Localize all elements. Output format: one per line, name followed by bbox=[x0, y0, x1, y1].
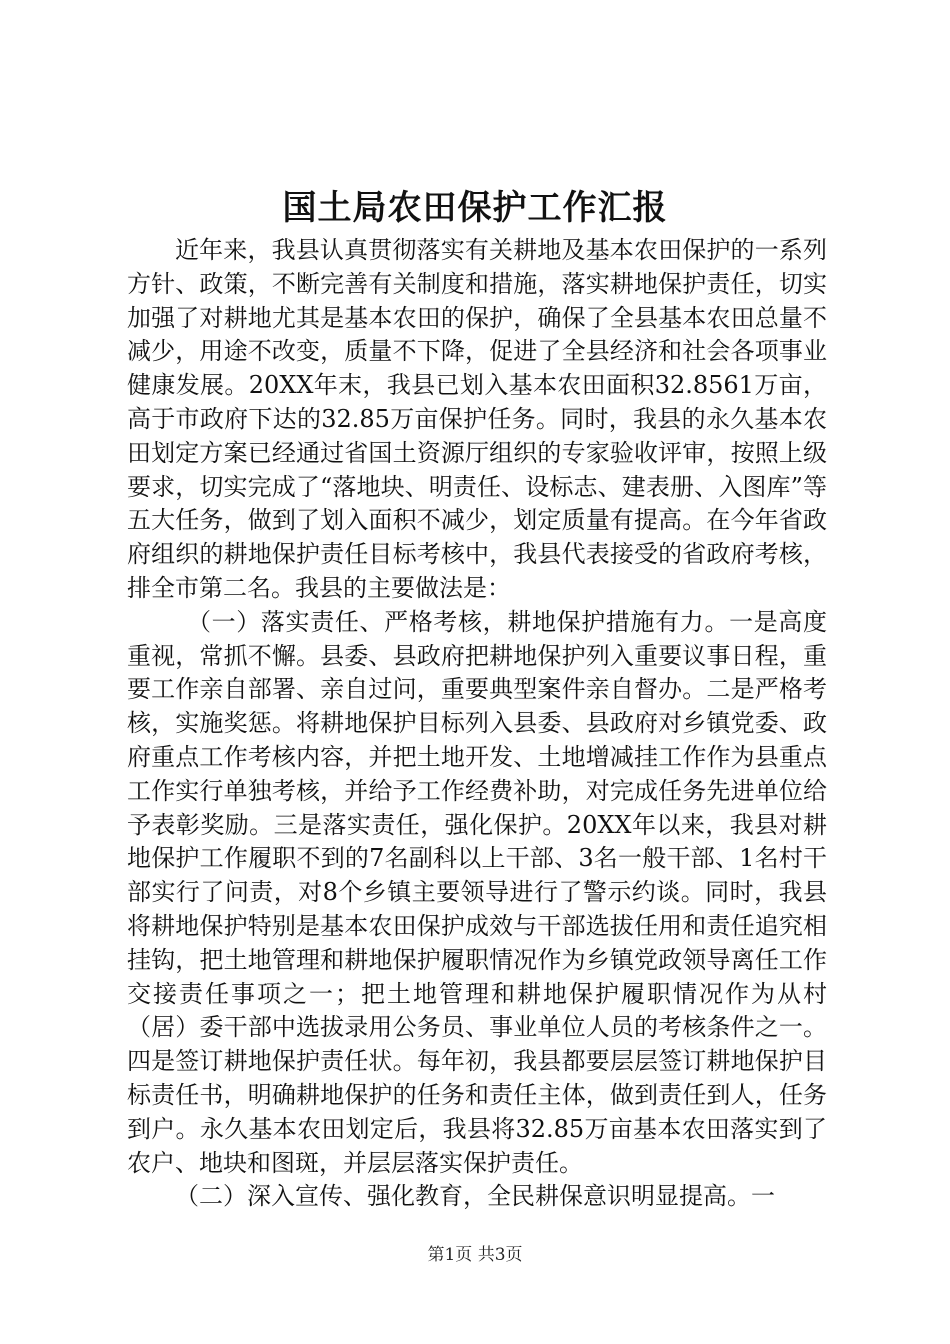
paragraph-section-1: （一）落实责任、严格考核，耕地保护措施有力。一是高度重视，常抓不懈。县委、县政府把耕地保护列入重要议事日程，重要工作亲自部署、亲自过问，重要典型案件亲自督办。二是严格考核，实施奖惩。将耕地保护目标列入县委、县政府对乡镇党委、政府重点工作考核内容，并把土地开发、土地增减挂工作作为县重点工作实行单独考核，并给予工作经费补助，对完成任务先进单位给予表彰奖励。三是落实责任，强化保护。20XX年以来，我县对耕地保护工作履职不到的7名副科以上干部、3名一般干部、1名村干部实行了问责，对8个乡镇主要领导进行了警示约谈。同时，我县将耕地保护特别是基本农田保护成效与干部选拔任用和责任追究相挂钩，把土地管理和耕地保护履职情况作为乡镇党政领导离任工作交接责任事项之一；把土地管理和耕地保护履职情况作为从村（居）委干部中选拔录用公务员、事业单位人员的考核条件之一。四是签订耕地保护责任状。每年初，我县都要层层签订耕地保护目标责任书，明确耕地保护的任务和责任主体，做到责任到人，任务到户。永久基本农田划定后，我县将32.85万亩基本农田落实到了农户、地块和图斑，并层层落实保护责任。 bbox=[127, 607, 827, 1177]
document-body bbox=[127, 234, 827, 1214]
paragraph-section-2: （二）深入宣传、强化教育，全民耕保意识明显提高。一 bbox=[175, 1182, 775, 1211]
document-title: 国土局农田保护工作汇报 bbox=[282, 188, 668, 228]
paragraph-intro: 近年来，我县认真贯彻落实有关耕地及基本农田保护的一系列方针、政策，不断完善有关制度和措施，落实耕地保护责任，切实加强了对耕地尤其是基本农田的保护，确保了全县基本农田总量不减少，用途不改变，质量不下降，促进了全县经济和社会各项事业健康发展。20XX年末，我县已划入基本农田面积32.8561万亩，高于市政府下达的32.85万亩保护任务。同时，我县的永久基本农田划定方案已经通过省国土资源厅组织的专家验收评审，按照上级要求，切实完成了“落地块、明责任、设标志、建表册、入图库”等五大任务，做到了划入面积不减少，划定质量有提高。在今年省政府组织的耕地保护责任目标考核中，我县代表接受的省政府考核，排全市第二名。我县的主要做法是： bbox=[127, 236, 827, 602]
page-footer: 第1页 共3页 bbox=[427, 1245, 523, 1265]
